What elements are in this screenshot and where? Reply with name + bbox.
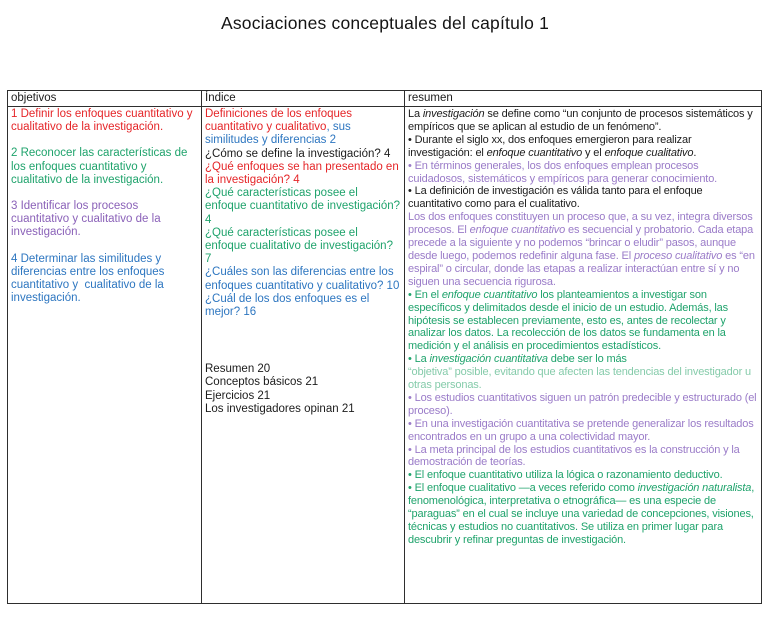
text-segment: • Durante el siglo xx, dos enfoques emergieron para realizar investigación: el [408,133,695,159]
text-segment: La [408,108,423,120]
paragraph [205,148,401,161]
text-segment: . [693,146,697,159]
text-segment: ¿Qué enfoques se han presentado en la investigación? 4 [205,160,402,187]
table-header-row [8,91,761,107]
paragraph [408,289,758,354]
objetivos-cell [8,107,202,603]
text-segment: es “en espiral” o circular, donde las etapas a realizar interactúan entre sí y no siguen una secuencia rigurosa. [408,249,758,288]
text-segment: 1 Definir los enfoques cuantitativo y cualitativo de la investigación. [11,108,196,134]
text-segment: y el [582,146,605,159]
paragraph [408,469,758,482]
paragraph [408,353,758,392]
text-segment: enfoque cualitativo [604,146,694,159]
paragraph [205,390,401,403]
paragraph [205,293,401,319]
text-segment: investigación [422,108,485,120]
paragraph [11,108,198,134]
text-segment: enfoque cuantitativo [441,288,538,301]
text-segment: 4 Determinar las similitudes y diferencias entre los enfoques cuantitativo y cualitativo de la investigación. [11,252,168,305]
paragraph [408,185,758,211]
paragraph [11,200,198,240]
text-segment: Conceptos básicos 21 [205,376,319,389]
text-segment: enfoque cuantitativo [469,224,566,237]
text-segment: debe ser lo más [547,353,627,366]
text-segment: Resumen 20 [205,363,271,376]
table-body-row [8,107,761,603]
concept-table [7,90,762,604]
paragraph [408,134,758,160]
paragraph [205,161,401,187]
column-header-resumen: resumen [408,92,453,104]
paragraph [408,211,758,288]
indice-cell [202,107,405,603]
text-segment: ¿Cuáles son las diferencias entre los enfoques cuantitativo y cualitativo? 10 [205,266,400,292]
paragraph [205,403,401,416]
text-segment: Definiciones de los enfoques cuantitativo y cualitativo [205,108,356,134]
text-segment: , fenomenológica, interpretativa o etnográfica— es una especie de “paraguas” en el cual se incluye una variedad de concepciones, visiones, técnicas y estudios no cuantitativos. Se utiliza en primer lugar para descubrir y refinar preguntas de investigación. [408,482,758,546]
text-segment: Los investigadores opinan 21 [205,402,355,415]
paragraph [408,392,758,418]
paragraph [205,108,401,148]
text-segment: • En una investigación cuantitativa se pretende generalizar los resultados encontrados en un grupo a una colectividad mayor. [408,417,757,443]
paragraph [11,253,198,306]
text-segment: • En términos generales, los dos enfoques emplean procesos cuidadosos, sistemáticos y empíricos para generar conocimiento. [408,159,718,185]
column-header-objetivos: objetivos [8,91,202,106]
paragraph [205,376,401,389]
text-segment: ¿Cuál de los dos enfoques es el mejor? 16 [205,292,373,319]
paragraph [408,108,758,134]
text-segment: enfoque cuantitativo [486,146,583,159]
text-segment: ¿Qué características posee el enfoque cualitativo de investigación? 7 [205,226,397,266]
text-segment: 2 Reconocer las características de los enfoques cuantitativo y cualitativo de la investigación. [11,147,191,186]
text-segment: , sus similitudes y diferencias 2 [205,121,354,147]
paragraph [205,363,401,376]
text-segment: • La meta principal de los estudios cuantitativos es la construcción y la demostración de teorías. [408,443,743,469]
text-segment: • Los estudios cuantitativos siguen un patrón predecible y estructurado (el proceso). [408,391,760,417]
text-segment: investigación cuantitativa [429,353,548,366]
paragraph [205,227,401,267]
text-segment: Los dos enfoques constituyen un proceso que, a su vez, integra diversos procesos. El [408,211,756,237]
column-header-indice: Índice [202,91,405,106]
text-segment: • El enfoque cuantitativo utiliza la lógica o razonamiento deductivo. [408,469,723,482]
page-title: Asociaciones conceptuales del capítulo 1 [220,13,550,33]
text-segment: Ejercicios 21 [205,389,271,402]
paragraph [408,418,758,444]
text-segment: • La [408,353,430,366]
paragraph [205,266,401,292]
paragraph [11,147,198,187]
paragraph [408,482,758,547]
text-segment: “objetiva” posible, evitando que afecten las tendencias del investigador u otras personas. [408,366,754,392]
text-segment: 3 Identificar los procesos cuantitativo y cualitativo de la investigación. [11,200,164,239]
text-segment: es secuencial y probatorio. Cada etapa precede a la siguiente y no podemos “brincar o eludir” pasos, aunque desde luego, podemos redefinir alguna fase. El [408,224,757,262]
text-segment: se define como “un conjunto de procesos sistemáticos y empíricos que se aplican al estudio de un fenómeno”. [408,108,756,133]
text-segment: • En el [408,288,442,301]
resumen-cell [405,107,761,603]
paragraph [408,444,758,470]
text-segment: • La definición de investigación es válida tanto para el enfoque cuantitativo como para el cualitativo. [408,185,706,211]
text-segment: proceso cualitativo [633,249,723,262]
text-segment: ¿Qué características posee el enfoque cuantitativo de investigación? 4 [205,187,404,226]
paragraph [205,187,404,227]
text-segment: • El enfoque cualitativo —a veces referido como [408,482,638,495]
text-segment: investigación naturalista [637,482,752,495]
text-segment: ¿Cómo se define la investigación? 4 [205,147,391,160]
paragraph [408,160,758,186]
text-segment: los planteamientos a investigar son específicos y delimitados desde el inicio de un estudio. Además, las hipótesis se establecen previamente, esto es, antes de recolectar y analizar los datos. La recolección de los datos se fundamenta en la medición y el análisis en procedimientos estadísticos. [408,288,731,353]
